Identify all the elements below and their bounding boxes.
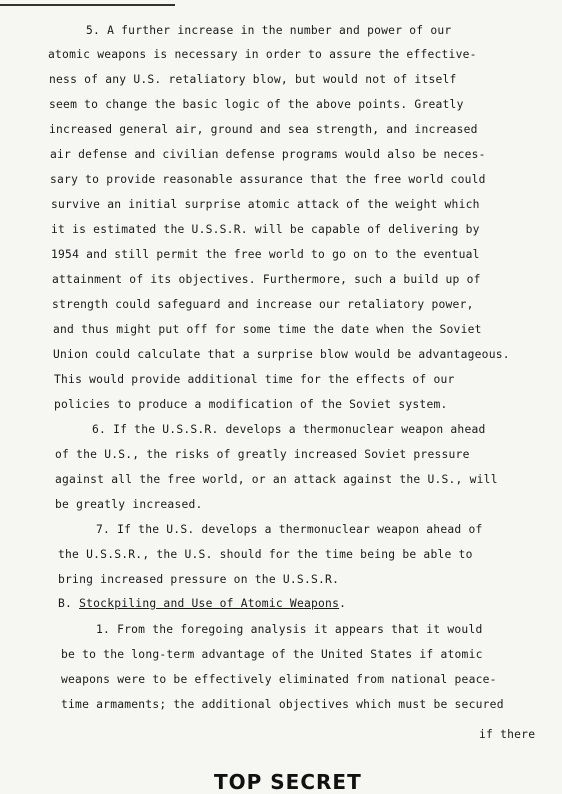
text-line: weapons were to be effectively eliminated from national peace-: [61, 673, 497, 686]
text-line: bring increased pressure on the U.S.S.R.: [58, 573, 340, 586]
text-line: 7. If the U.S. develops a thermonuclear weapon ahead of: [96, 523, 483, 536]
classification-stamp: TOP SECRET: [214, 770, 362, 794]
text-line: air defense and civilian defense programs would also be neces-: [50, 148, 486, 161]
text-line: survive an initial surprise atomic attack of the weight which: [51, 198, 480, 211]
text-line: strength could safeguard and increase our retaliatory power,: [52, 298, 474, 311]
text-line: 1. From the foregoing analysis it appears that it would: [96, 623, 483, 636]
text-line: 6. If the U.S.S.R. develops a thermonuclear weapon ahead: [92, 423, 486, 436]
text-line: the U.S.S.R., the U.S. should for the time being be able to: [58, 548, 473, 561]
text-line: it is estimated the U.S.S.R. will be capable of delivering by: [51, 223, 480, 236]
top-rule: [0, 0, 175, 6]
text-line: be greatly increased.: [55, 498, 203, 511]
heading-title: Stockpiling and Use of Atomic Weapons: [79, 597, 340, 610]
text-line: This would provide additional time for the effects of our: [54, 373, 455, 386]
text-line: 1954 and still permit the free world to go on to the eventual: [51, 248, 480, 261]
text-line: Union could calculate that a surprise blow would be advantageous.: [53, 348, 510, 361]
text-line: of the U.S., the risks of greatly increased Soviet pressure: [55, 448, 470, 461]
text-line: sary to provide reasonable assurance that the free world could: [50, 173, 486, 186]
text-line: time armaments; the additional objectives which must be secured: [61, 698, 504, 711]
text-line: against all the free world, or an attack against the U.S., will: [55, 473, 498, 486]
text-line: if there: [479, 728, 536, 741]
text-line: policies to produce a modification of the Soviet system.: [54, 398, 448, 411]
text-line: atomic weapons is necessary in order to assure the effective-: [48, 48, 477, 61]
heading-prefix: B.: [58, 597, 73, 610]
text-line: and thus might put off for some time the date when the Soviet: [53, 323, 482, 336]
section-heading: [58, 598, 346, 609]
text-line: be to the long-term advantage of the United States if atomic: [61, 648, 483, 661]
heading-suffix: .: [339, 597, 347, 610]
text-line: attainment of its objectives. Furthermore, such a build up of: [52, 273, 481, 286]
text-line: ness of any U.S. retaliatory blow, but would not of itself: [49, 73, 457, 86]
text-line: seem to change the basic logic of the above points. Greatly: [49, 98, 464, 111]
text-line: 5. A further increase in the number and power of our: [86, 24, 452, 37]
text-line: increased general air, ground and sea strength, and increased: [49, 123, 478, 136]
